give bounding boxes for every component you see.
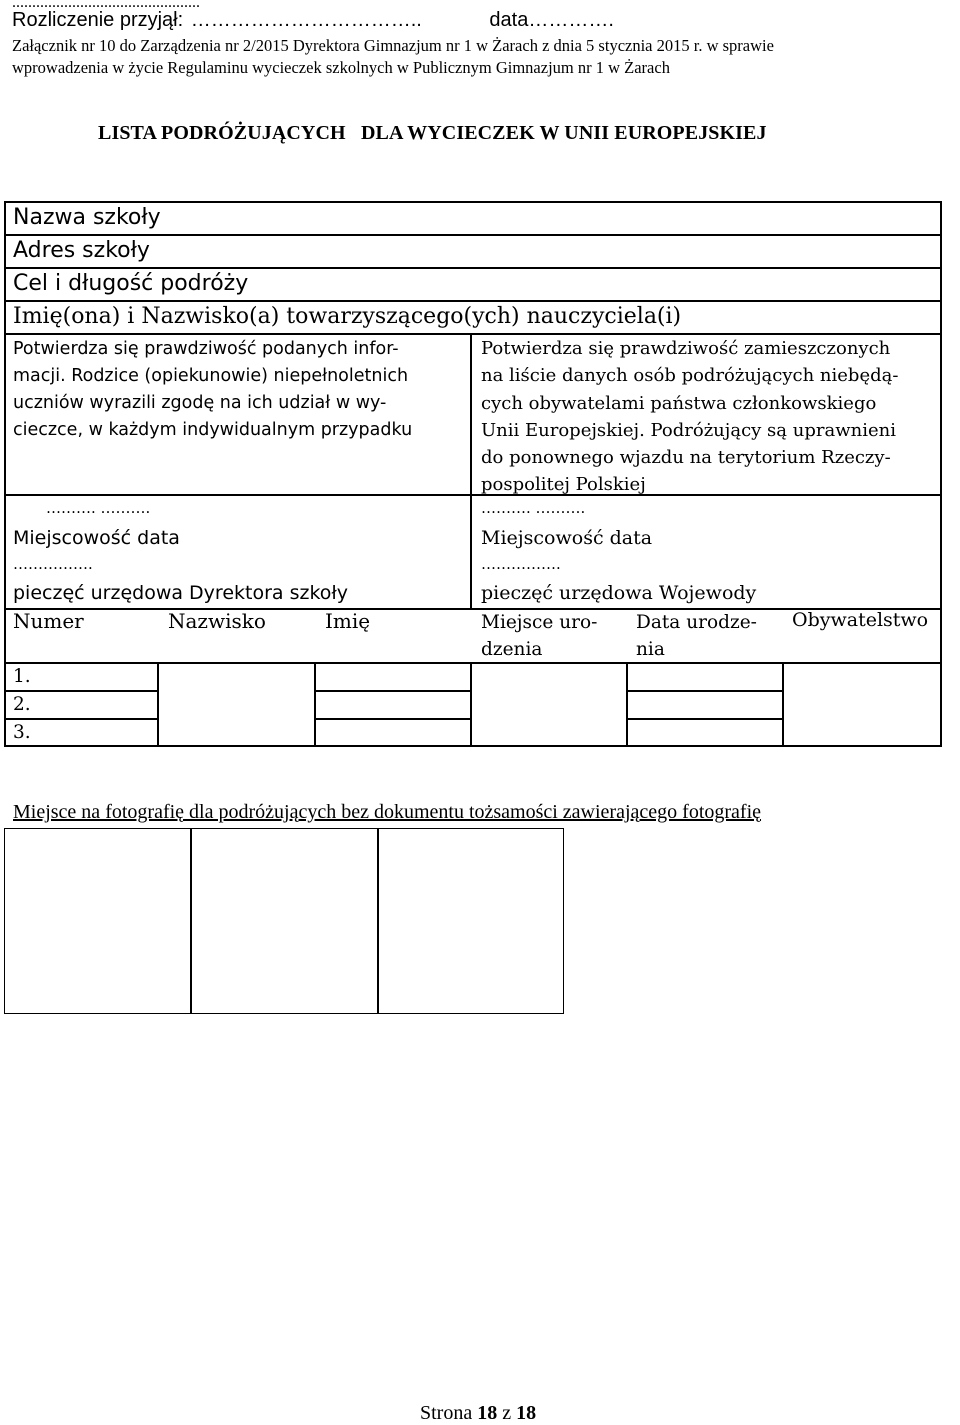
settlement-line [12,9,614,32]
field-teachers: Imię(ona) i Nazwisko(a) towarzyszącego(ych) nauczyciela(i) [13,304,682,329]
place-date-right: Miejscowość data [481,527,653,549]
photo-box-divider [377,828,379,1014]
col-divider [314,662,316,746]
confirm-left-line: macji. Rodzice (opiekunowie) niepełnoletnich [13,366,409,386]
header-birthplace: Miejsce uro- dzenia [481,612,598,660]
row-divider [314,718,470,720]
table-border [940,610,942,747]
header-surname: Nazwisko [168,609,266,633]
header-number: Numer [13,609,84,633]
table-border [4,610,6,747]
col-divider [470,662,472,746]
row-divider [4,718,157,720]
confirm-left [13,336,412,444]
row-divider [626,690,782,692]
confirm-right [481,335,898,499]
annex-line-1: Załącznik nr 10 do Zarządzenia nr 2/2015 Dyrektora Gimnazjum nr 1 w Żarach z dnia 5 stycznia 2015 r. w sprawie [12,36,774,55]
divider [4,234,942,236]
place-date-left: Miejscowość data [13,527,180,549]
field-trip-purpose: Cel i długość podróży [13,271,249,296]
col-divider [157,662,159,746]
document-title: LISTA PODRÓŻUJĄCYCH DLA WYCIECZEK W UNII EUROPEJSKIEJ [98,122,767,144]
stamp-dots-left: ……………. [13,555,93,573]
confirm-left-line: Potwierdza się prawdziwość podanych infor- [13,339,399,359]
stamp-dots-right: ……………. [481,555,561,573]
signature-dots-right: ………. ………. [481,499,586,517]
photo-caption: Miejsce na fotografię dla podróżujących bez dokumentu tożsamości zawierającego fotografię [13,801,762,823]
signature-dots-left: ………. ………. [46,499,151,517]
divider [4,267,942,269]
header-first-name: Imię [325,609,371,633]
confirm-right-line: pospolitej Polskiej [481,474,646,496]
col-divider [626,662,628,746]
page-number [420,1402,536,1425]
top-dotted-line: ............................................... [12,0,200,11]
confirm-right-line: na liście danych osób podróżujących niebędą- [481,365,899,387]
date-label: data [489,9,529,31]
row-divider [626,718,782,720]
stamp-right-label: pieczęć urzędowa Wojewody [481,582,757,604]
table-border [4,745,942,747]
confirm-right-line: do ponownego wjazdu na terytorium Rzeczy- [481,447,891,469]
field-school-name: Nazwa szkoły [13,205,161,230]
stamp-left-label: pieczęć urzędowa Dyrektora szkoły [13,582,349,604]
table-row-number: 3. [13,722,31,743]
header-citizenship: Obywatelstwo [792,609,929,631]
row-divider [4,690,157,692]
col-divider [782,662,784,746]
page-prefix: Strona [420,1402,478,1424]
table-row-number: 2. [13,694,31,715]
divider [470,333,472,610]
page-total: 18 [516,1402,537,1424]
page-mid: z [497,1402,517,1424]
photo-box-divider [190,828,192,1014]
row-divider [314,690,470,692]
confirm-right-line: Unii Europejskiej. Podróżujący są uprawnieni [481,419,896,441]
date-dots: …………. [528,9,614,31]
table-row-number: 1. [13,666,31,687]
settlement-dots: …………………………….. [190,9,422,31]
divider [4,300,942,302]
confirm-left-line: cieczce, w każdym indywidualnym przypadku [13,420,413,440]
annex-line-2: wprowadzenia w życie Regulaminu wycieczek szkolnych w Publicznym Gimnazjum nr 1 w Żarach [12,58,670,77]
photo-box-frame [4,828,564,1014]
settlement-label: Rozliczenie przyjął: [12,9,184,31]
confirm-right-line: Potwierdza się prawdziwość zamieszczonych [481,338,891,359]
field-school-address: Adres szkoły [13,238,150,263]
table-header-divider [4,662,942,664]
header-birthdate: Data urodze- nia [636,612,757,660]
confirm-left-line: uczniów wyrazili zgodę na ich udział w wy- [13,393,387,413]
page-current: 18 [477,1402,498,1424]
confirm-right-line: cych obywatelami państwa członkowskiego [481,392,877,414]
